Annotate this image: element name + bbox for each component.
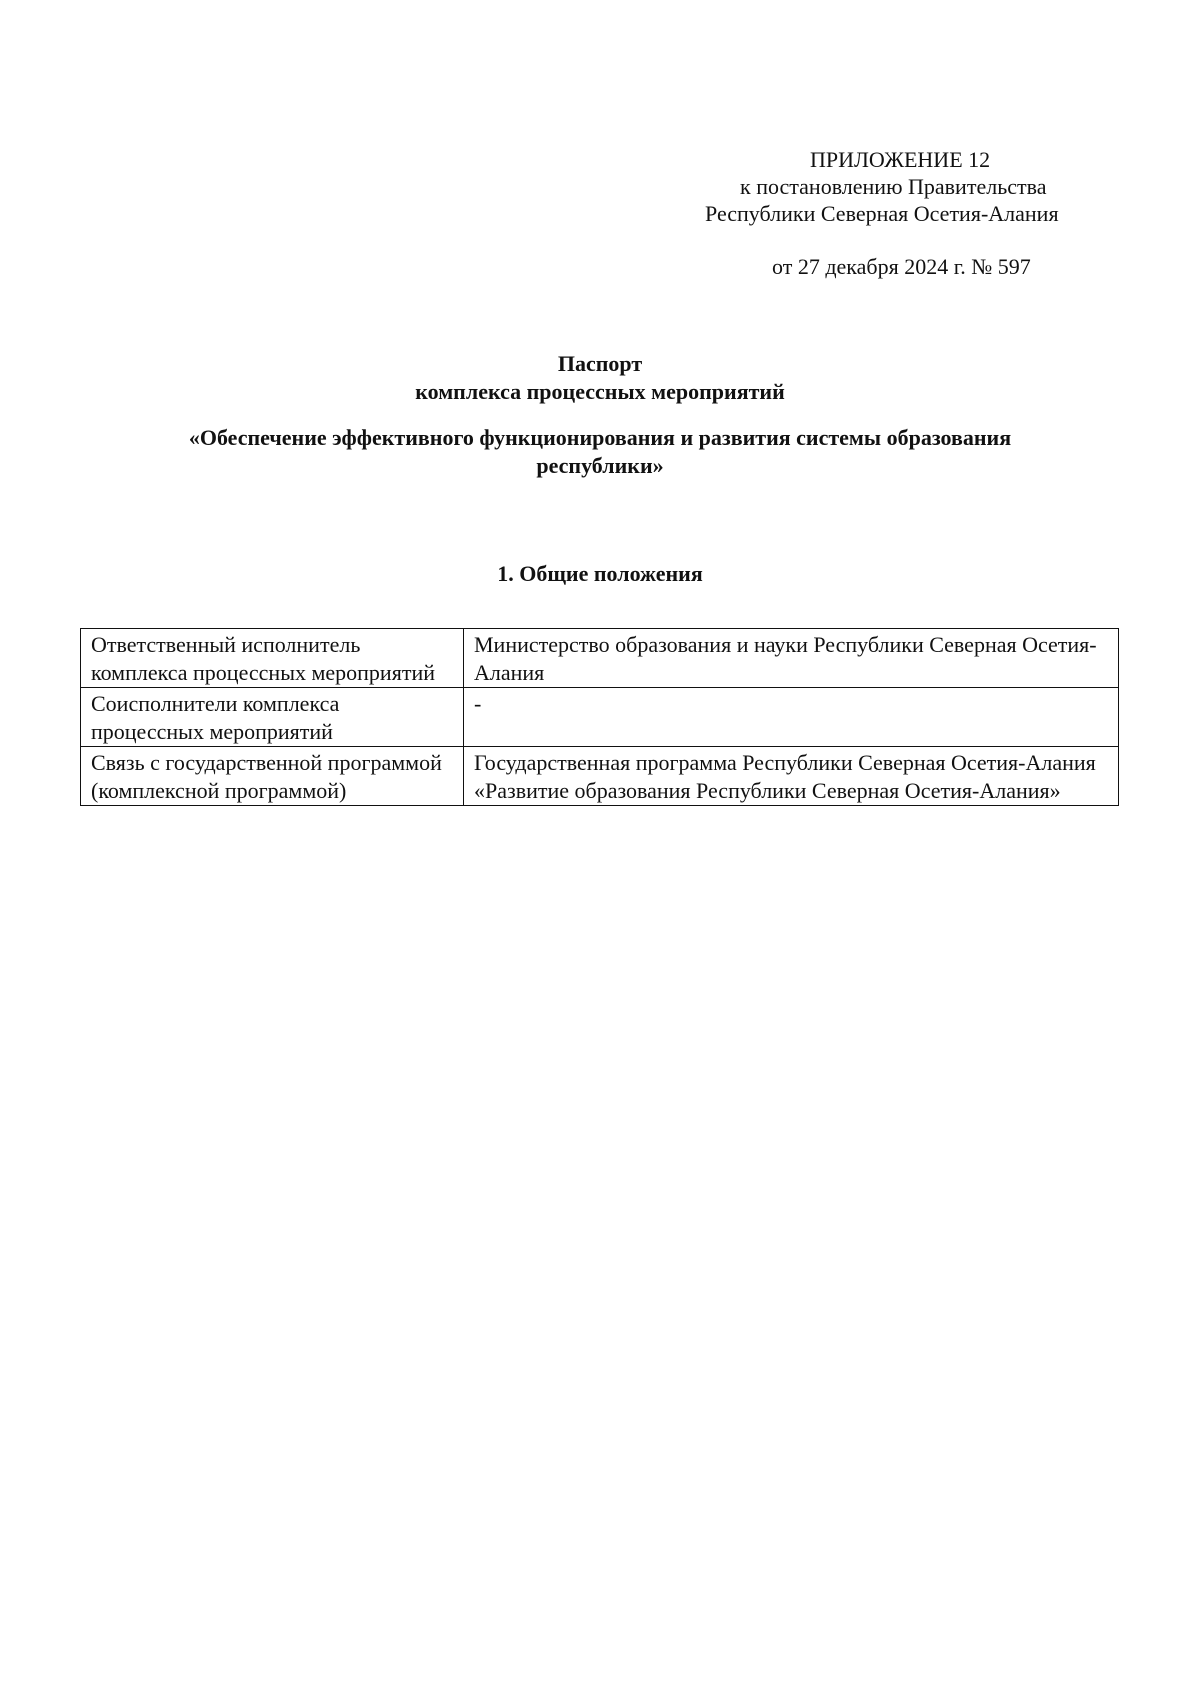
general-provisions-table	[80, 628, 1119, 806]
section-title: 1. Общие положения	[497, 561, 703, 586]
appendix-title: ПРИЛОЖЕНИЕ 12	[810, 147, 991, 172]
appendix-to-resolution: к постановлению Правительства	[740, 174, 1047, 199]
heading-complex: комплекса процессных мероприятий	[415, 379, 785, 404]
document-heading	[80, 350, 1120, 480]
heading-passport: Паспорт	[557, 351, 643, 376]
appendix-republic: Республики Северная Осетия-Алания	[705, 201, 1059, 226]
row-label: Ответственный исполнитель комплекса процессных мероприятий	[81, 629, 464, 688]
table-row	[81, 629, 1119, 688]
heading-subtitle-line1: «Обеспечение эффективного функционирования и развития системы образования	[188, 425, 1012, 450]
heading-subtitle-line2: республики»	[536, 453, 664, 478]
row-value: Государственная программа Республики Северная Осетия-Алания «Развитие образования Республики Северная Осетия-Алания»	[464, 747, 1119, 806]
row-label: Соисполнители комплекса процессных мероприятий	[81, 688, 464, 747]
row-value: -	[464, 688, 1119, 747]
table-row	[81, 747, 1119, 806]
appendix-date-number: от 27 декабря 2024 г. № 597	[772, 254, 1031, 279]
appendix-block	[690, 146, 1130, 280]
row-value: Министерство образования и науки Республики Северная Осетия-Алания	[464, 629, 1119, 688]
row-label: Связь с государственной программой (комплексной программой)	[81, 747, 464, 806]
table-row	[81, 688, 1119, 747]
